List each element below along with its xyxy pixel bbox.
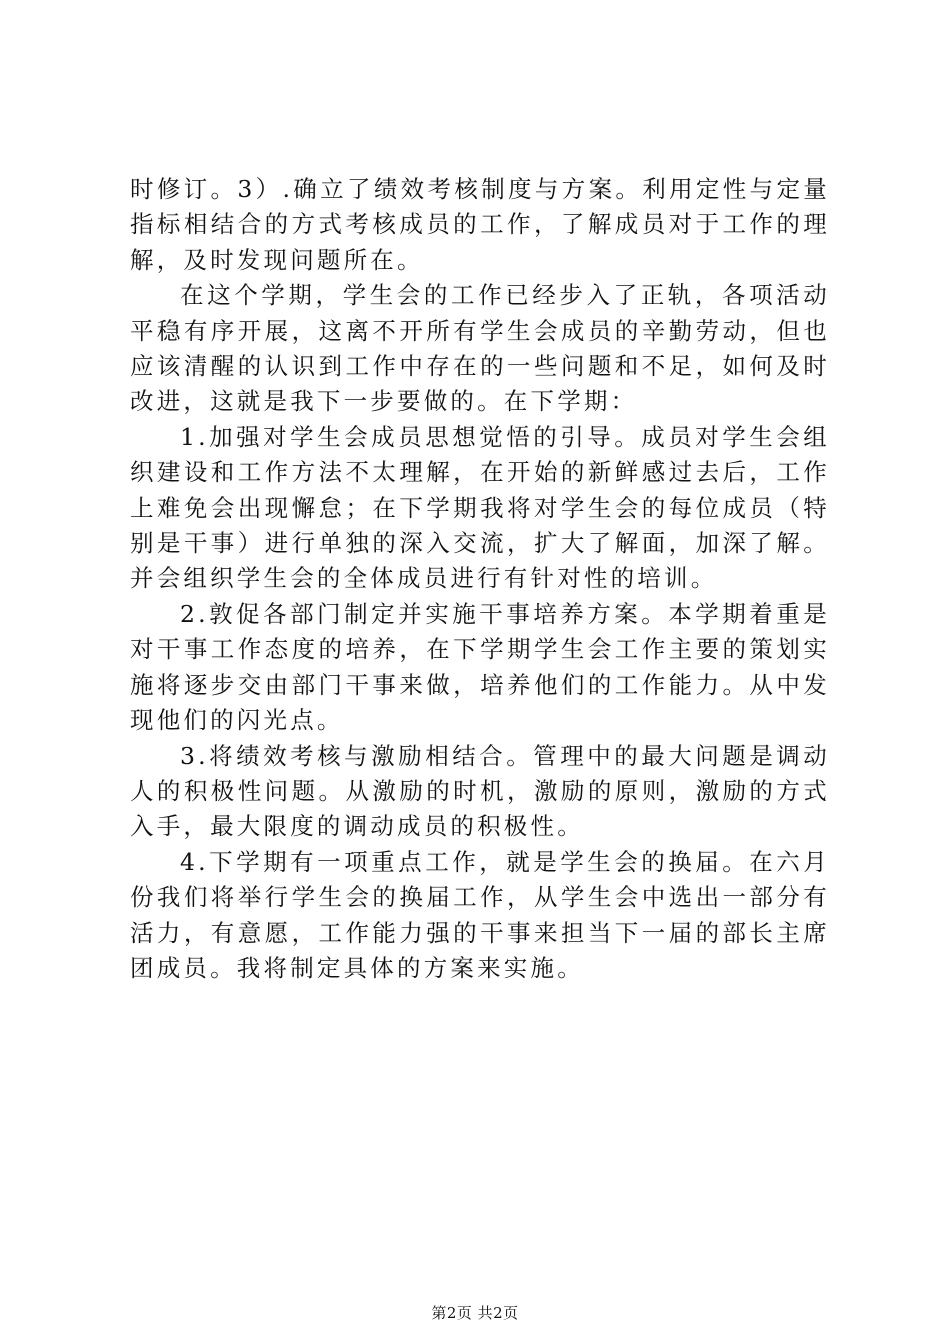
paragraph-item-2: 2.敦促各部门制定并实施干事培养方案。本学期着重是对干事工作态度的培养，在下学期学生会工作主要的策划实施将逐步交由部门干事来做，培养他们的工作能力。从中发现他们的闪光点。	[130, 599, 830, 735]
document-body	[130, 172, 830, 986]
paragraph-continuation: 时修订。3）.确立了绩效考核制度与方案。利用定性与定量指标相结合的方式考核成员的工作，了解成员对于工作的理解，及时发现问题所在。	[130, 175, 830, 274]
paragraph-semester-summary: 在这个学期，学生会的工作已经步入了正轨，各项活动平稳有序开展，这离不开所有学生会成员的辛勤劳动，但也应该清醒的认识到工作中存在的一些问题和不足，如何及时改进，这就是我下一步要做的。在下学期：	[130, 281, 830, 416]
page-number-footer: 第2页 共2页	[431, 1304, 519, 1322]
paragraph-item-1: 1.加强对学生会成员思想觉悟的引导。成员对学生会组织建设和工作方法不太理解，在开始的新鲜感过去后，工作上难免会出现懈怠；在下学期我将对学生会的每位成员（特别是干事）进行单独的深入交流，扩大了解面，加深了解。并会组织学生会的全体成员进行有针对性的培训。	[130, 422, 830, 593]
paragraph-item-4: 4.下学期有一项重点工作，就是学生会的换届。在六月份我们将举行学生会的换届工作，从学生会中选出一部分有活力，有意愿，工作能力强的干事来担当下一届的部长主席团成员。我将制定具体的方案来实施。	[130, 847, 830, 982]
paragraph-item-3: 3.将绩效考核与激励相结合。管理中的最大问题是调动人的积极性问题。从激励的时机，激励的原则，激励的方式入手，最大限度的调动成员的积极性。	[130, 741, 830, 841]
